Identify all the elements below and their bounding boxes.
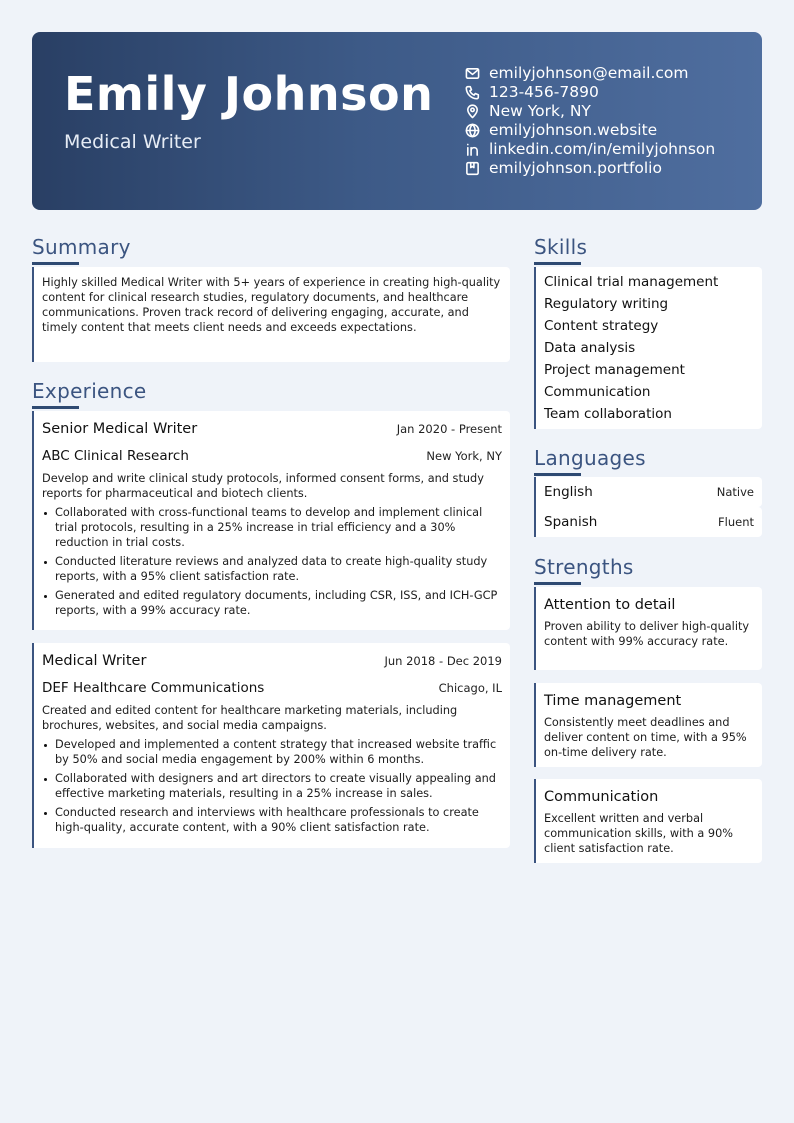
- strength-description: Proven ability to deliver high-quality content with 99% accuracy rate.: [544, 620, 750, 648]
- language-item: [534, 507, 762, 537]
- strength-description: Consistently meet deadlines and deliver content on time, with a 95% on-time delivery rate.: [544, 716, 747, 759]
- contact-portfolio[interactable]: [464, 159, 715, 178]
- strength-title: Time management: [544, 693, 682, 709]
- strength-description: Excellent written and verbal communication skills, with a 90% client satisfaction rate.: [544, 812, 734, 855]
- summary-text: Highly skilled Medical Writer with 5+ years of experience in creating high-quality content for clinical research studies, regulatory documents, and healthcare communications. Proven track record of delivering engaging, accurate, and timely content that meets client needs and exceeds expectations.: [42, 276, 501, 334]
- job-bullets: [42, 737, 502, 835]
- experience-heading: Experience: [32, 379, 147, 403]
- strength-item: [534, 587, 762, 670]
- job-bullets: [42, 505, 502, 618]
- portfolio-icon: [464, 160, 481, 177]
- job-company: ABC Clinical Research: [42, 448, 189, 464]
- contact-phone-text: 123-456-7890: [489, 83, 599, 101]
- linkedin-icon: [464, 141, 481, 158]
- contact-website[interactable]: [464, 121, 715, 140]
- candidate-role: Medical Writer: [64, 131, 201, 153]
- summary-card: [32, 267, 510, 362]
- phone-icon: [464, 84, 481, 101]
- job-bullet: Generated and edited regulatory documents, including CSR, ISS, and ICH-GCP reports, with a 99% accuracy rate.: [42, 588, 502, 618]
- skills-heading: Skills: [534, 235, 588, 259]
- job-bullet: Collaborated with designers and art directors to create visually appealing and effective marketing materials, resulting in a 25% increase in sales.: [42, 771, 502, 801]
- job-bullet: Conducted literature reviews and analyzed data to create high-quality study reports, with a 95% client satisfaction rate.: [42, 554, 502, 584]
- job-location: New York, NY: [426, 449, 502, 463]
- location-pin-icon: [464, 103, 481, 120]
- skill-item: Regulatory writing: [544, 296, 669, 312]
- job-bullet: Developed and implemented a content strategy that increased website traffic by 50% and social media engagement by 200% within 6 months.: [42, 737, 502, 767]
- job-dates: Jun 2018 - Dec 2019: [384, 654, 502, 668]
- languages-heading: Languages: [534, 446, 646, 470]
- language-name: Spanish: [544, 514, 598, 530]
- job-title: Senior Medical Writer: [42, 421, 198, 437]
- contact-email-text: emilyjohnson@email.com: [489, 64, 689, 82]
- job-description: Created and edited content for healthcare marketing materials, including brochures, websites, and social media campaigns.: [42, 704, 458, 732]
- job-bullet: Conducted research and interviews with healthcare professionals to create high-quality, accurate content, with a 90% client satisfaction rate.: [42, 805, 502, 835]
- strength-title: Communication: [544, 789, 659, 805]
- skill-item: Project management: [544, 362, 685, 378]
- contact-phone[interactable]: [464, 83, 715, 102]
- contact-location-text: New York, NY: [489, 102, 591, 120]
- strength-title: Attention to detail: [544, 597, 676, 613]
- candidate-name: Emily Johnson: [64, 67, 434, 121]
- language-name: English: [544, 484, 593, 500]
- job-description: Develop and write clinical study protocols, informed consent forms, and study reports for pharmaceutical and biotech clients.: [42, 472, 484, 500]
- language-level: Fluent: [718, 515, 754, 529]
- contact-location: [464, 102, 715, 121]
- job-entry: [32, 643, 510, 848]
- contact-list: [464, 64, 715, 178]
- contact-linkedin-text: linkedin.com/in/emilyjohnson: [489, 140, 716, 158]
- language-level: Native: [716, 485, 754, 499]
- job-title: Medical Writer: [42, 653, 147, 669]
- job-dates: Jan 2020 - Present: [396, 422, 502, 436]
- skill-item: Content strategy: [544, 318, 659, 334]
- job-entry: [32, 411, 510, 630]
- job-company: DEF Healthcare Communications: [42, 680, 265, 696]
- contact-portfolio-text: emilyjohnson.portfolio: [489, 159, 662, 177]
- strength-item: [534, 683, 762, 767]
- summary-heading: Summary: [32, 235, 131, 259]
- job-location: Chicago, IL: [438, 681, 502, 695]
- contact-website-text: emilyjohnson.website: [489, 121, 658, 139]
- language-item: [534, 477, 762, 507]
- globe-icon: [464, 122, 481, 139]
- contact-linkedin[interactable]: [464, 140, 715, 159]
- strength-item: [534, 779, 762, 863]
- skill-item: Communication: [544, 384, 651, 400]
- strengths-heading: Strengths: [534, 555, 634, 579]
- resume-header: [32, 32, 762, 210]
- skills-card: [534, 267, 762, 429]
- job-bullet: Collaborated with cross-functional teams to develop and implement clinical trial protocols, resulting in a 25% increase in trial efficiency and a 30% reduction in trial costs.: [42, 505, 502, 550]
- contact-email[interactable]: [464, 64, 715, 83]
- mail-icon: [464, 65, 481, 82]
- skill-item: Data analysis: [544, 340, 636, 356]
- skill-item: Clinical trial management: [544, 274, 719, 290]
- skill-item: Team collaboration: [544, 406, 672, 422]
